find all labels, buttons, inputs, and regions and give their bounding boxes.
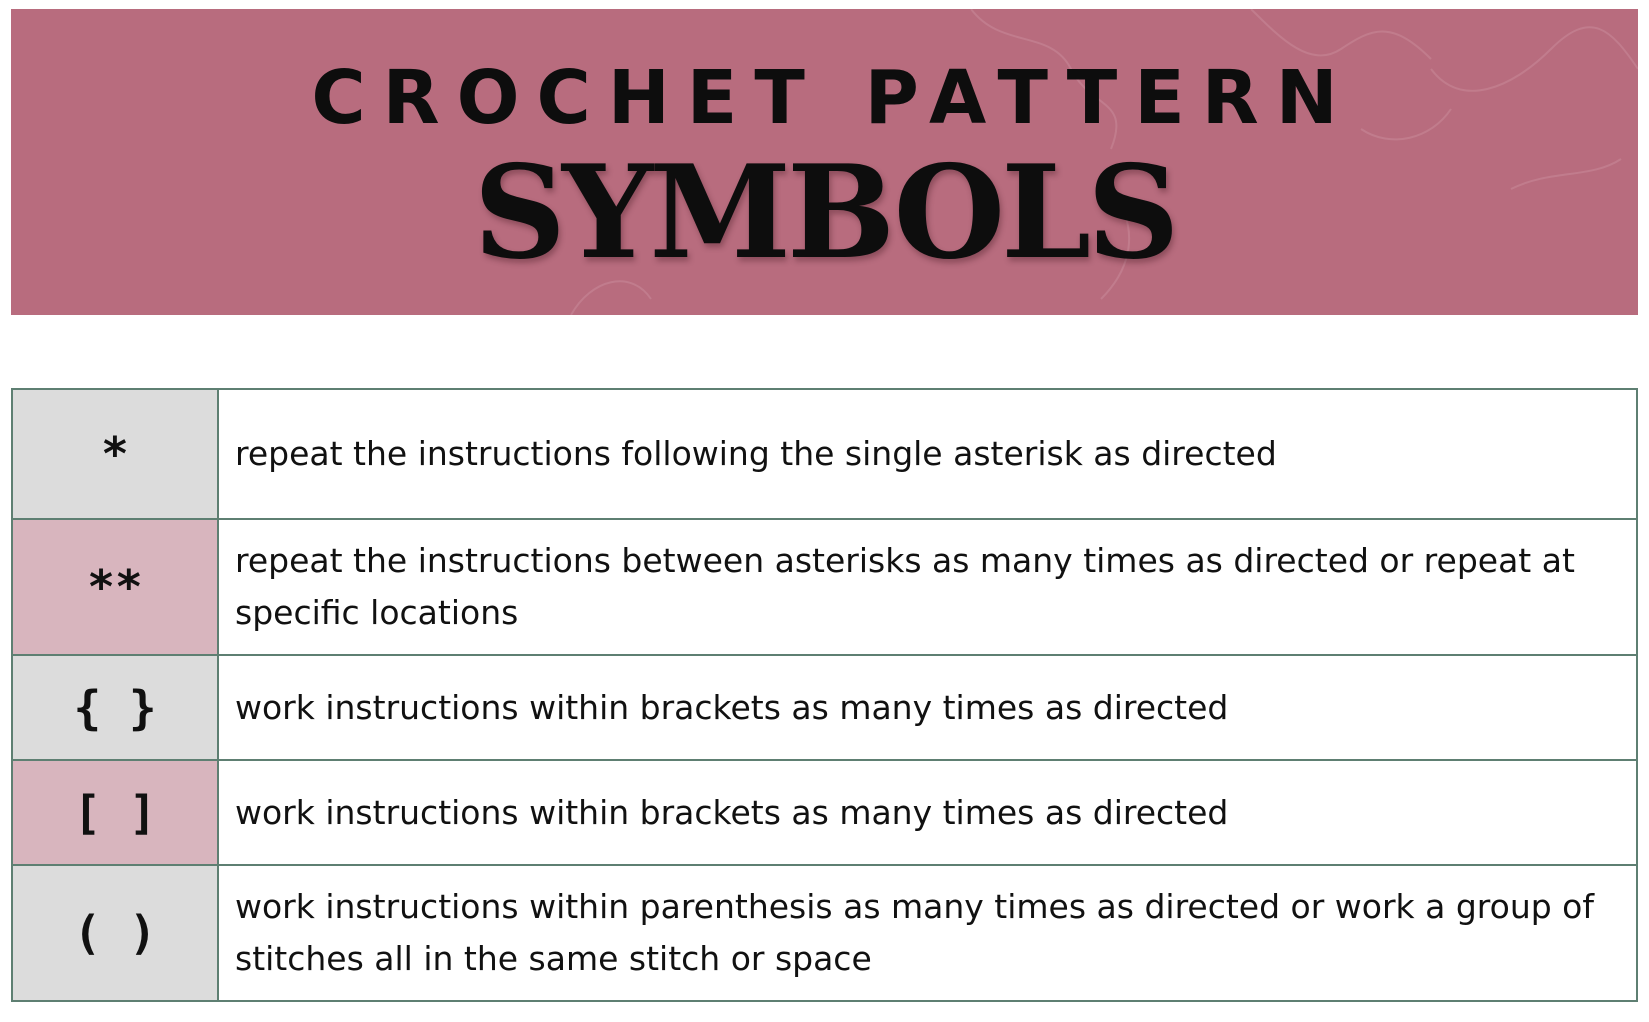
- symbol-description: repeat the instructions following the single asterisk as directed: [218, 389, 1637, 519]
- symbol-asterisk: *: [12, 389, 218, 519]
- symbol-double-asterisk: **: [12, 519, 218, 655]
- table-row: [12, 865, 1637, 1001]
- symbol-description: work instructions within brackets as many times as directed: [218, 655, 1637, 760]
- symbol-curly-braces: { }: [12, 655, 218, 760]
- header-banner: [11, 9, 1638, 315]
- banner-title: SYMBOLS: [473, 138, 1176, 288]
- symbols-table: [11, 388, 1638, 1002]
- symbol-square-brackets: [ ]: [12, 760, 218, 865]
- symbol-description: repeat the instructions between asterisks as many times as directed or repeat at specific locations: [218, 519, 1637, 655]
- table-row: [12, 760, 1637, 865]
- table-row: [12, 519, 1637, 655]
- symbol-description: work instructions within parenthesis as many times as directed or work a group of stitches all in the same stitch or space: [218, 865, 1637, 1001]
- symbol-parentheses: ( ): [12, 865, 218, 1001]
- table-row: [12, 655, 1637, 760]
- symbol-description: work instructions within brackets as many times as directed: [218, 760, 1637, 865]
- banner-subtitle: CROCHET PATTERN: [311, 55, 1355, 141]
- table-row: [12, 389, 1637, 519]
